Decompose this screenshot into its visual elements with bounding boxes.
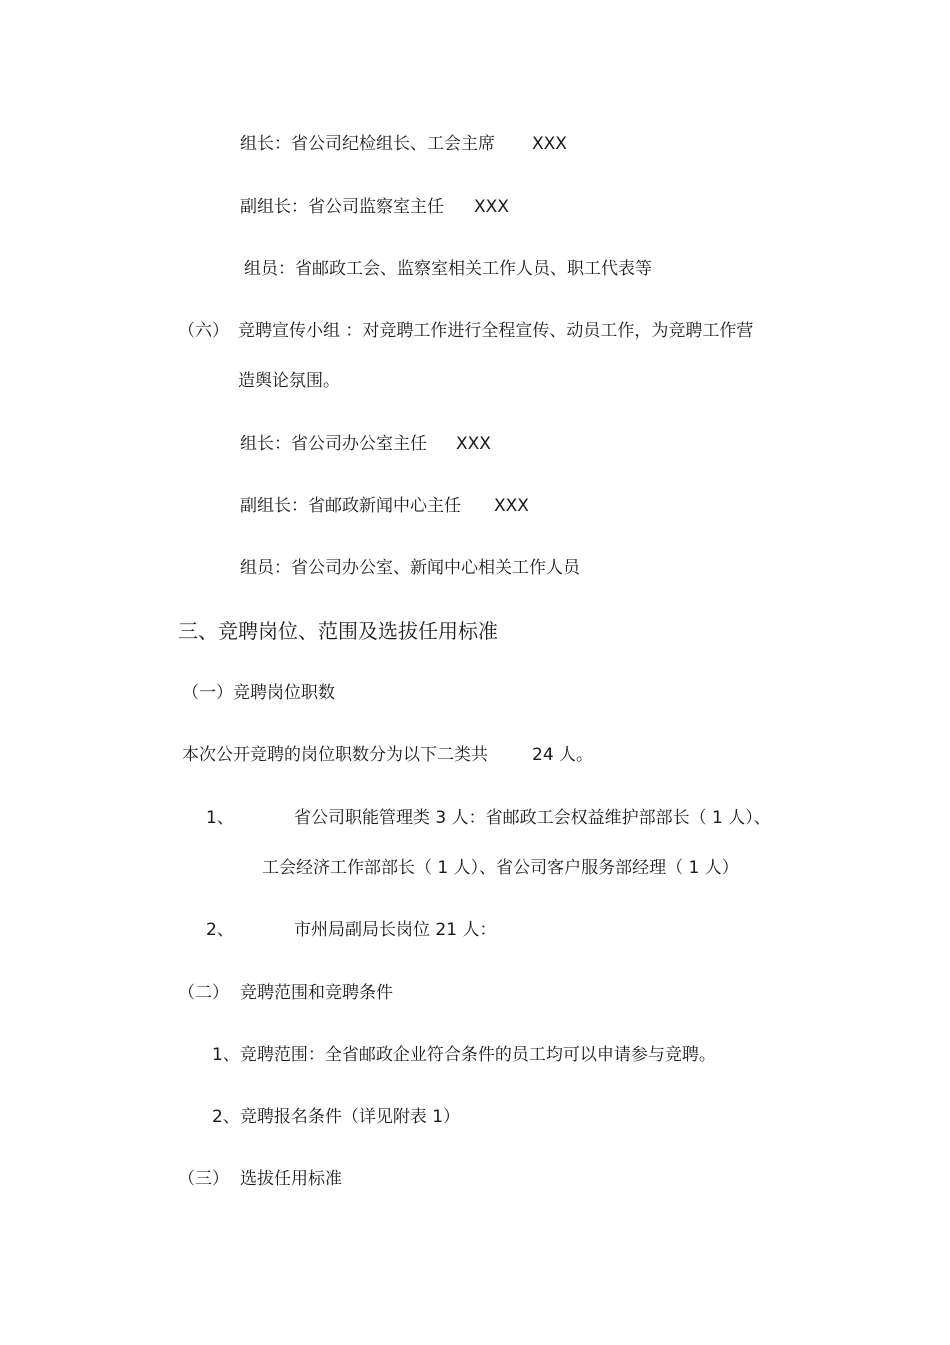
sec6-title-continued: 造舆论氛围。 [238,371,340,391]
sub2-marker: （二） [178,983,229,1003]
sec6-deputy-name: XXX [494,496,529,516]
sub3-marker: （三） [178,1169,229,1189]
item1-continued: 工会经济工作部部长（ 1 人）、省公司客户服务部经理（ 1 人） [262,858,739,878]
sub1-intro: 本次公开竞聘的岗位职数分为以下二类共 [182,745,488,765]
sub1-heading: （一）竞聘岗位职数 [182,683,335,703]
sub2-item1: 1、竞聘范围：全省邮政企业符合条件的员工均可以申请参与竞聘。 [212,1045,716,1065]
sec6-deputy-line: 副组长：省邮政新闻中心主任 [240,496,461,516]
item1-number: 1、 [206,808,234,828]
sec5-leader-name: XXX [532,134,567,154]
sec6-title: 竞聘宣传小组 ：对竞聘工作进行全程宣传、动员工作，为竞聘工作营 [238,321,754,341]
sec6-members-line: 组员：省公司办公室、新闻中心相关工作人员 [240,558,580,578]
sec5-leader-text: 组长：省公司纪检组长、工会主席 [240,134,495,154]
sub2-heading: 竞聘范围和竞聘条件 [240,983,393,1003]
sub3-heading: 选拔任用标准 [240,1169,342,1189]
sec5-members-line: 组员：省邮政工会、监察室相关工作人员、职工代表等 [244,259,652,279]
sec5-leader-line [240,133,495,155]
item1-text: 省公司职能管理类 3 人：省邮政工会权益维护部部长（ 1 人）、 [294,808,771,828]
sec5-deputy-name: XXX [474,197,509,217]
sub1-total: 24 人。 [532,745,594,765]
item2-number: 2、 [206,920,234,940]
sec6-leader-line: 组长：省公司办公室主任 [240,434,427,454]
sec5-deputy-line [240,196,444,218]
sec6-marker: （六） [178,321,229,341]
part3-heading: 三、竞聘岗位、范围及选拔任用标准 [178,619,498,643]
sec6-leader-name: XXX [456,434,491,454]
sub2-item2: 2、竞聘报名条件（详见附表 1） [212,1107,461,1127]
item2-text: 市州局副局长岗位 21 人： [294,920,497,940]
sec5-deputy-text: 副组长：省公司监察室主任 [240,197,444,217]
